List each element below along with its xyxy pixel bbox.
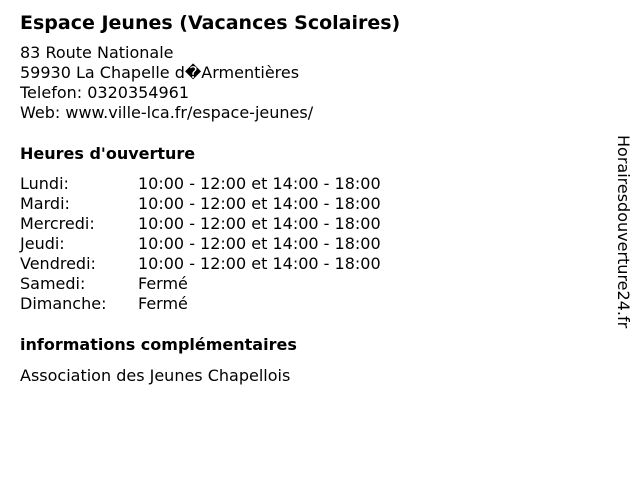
opening-hours-heading: Heures d'ouverture xyxy=(20,144,196,163)
listing-content xyxy=(20,10,590,386)
day-label: Lundi: xyxy=(20,174,69,193)
day-label: Jeudi: xyxy=(20,234,65,253)
day-label: Vendredi: xyxy=(20,254,96,273)
day-hours: 10:00 - 12:00 et 14:00 - 18:00 xyxy=(138,174,381,193)
day-hours: 10:00 - 12:00 et 14:00 - 18:00 xyxy=(138,214,381,233)
hours-row-friday xyxy=(20,254,590,274)
website-link[interactable]: Web: www.ville-lca.fr/espace-jeunes/ xyxy=(20,103,314,122)
hours-row-wednesday xyxy=(20,214,590,234)
day-hours: Fermé xyxy=(138,294,188,313)
hours-row-sunday xyxy=(20,294,590,314)
page-title: Espace Jeunes (Vacances Scolaires) xyxy=(20,12,401,34)
day-hours: 10:00 - 12:00 et 14:00 - 18:00 xyxy=(138,194,381,213)
watermark-text: Horairesdouverture24.fr xyxy=(614,135,633,329)
day-label: Samedi: xyxy=(20,274,86,293)
address-city: 59930 La Chapelle d�Armentières xyxy=(20,63,300,82)
day-label: Mardi: xyxy=(20,194,70,213)
contact-info xyxy=(20,43,590,123)
day-hours: Fermé xyxy=(138,274,188,293)
hours-row-saturday xyxy=(20,274,590,294)
day-hours: 10:00 - 12:00 et 14:00 - 18:00 xyxy=(138,254,381,273)
phone-number: Telefon: 0320354961 xyxy=(20,83,190,102)
hours-row-tuesday xyxy=(20,194,590,214)
day-label: Mercredi: xyxy=(20,214,95,233)
site-watermark xyxy=(613,135,633,375)
day-hours: 10:00 - 12:00 et 14:00 - 18:00 xyxy=(138,234,381,253)
address-street: 83 Route Nationale xyxy=(20,43,174,62)
day-label: Dimanche: xyxy=(20,294,107,313)
hours-row-thursday xyxy=(20,234,590,254)
additional-info-heading: informations complémentaires xyxy=(20,335,297,354)
hours-row-monday xyxy=(20,174,590,194)
opening-hours-table xyxy=(20,174,590,314)
additional-info-text: Association des Jeunes Chapellois xyxy=(20,366,291,385)
